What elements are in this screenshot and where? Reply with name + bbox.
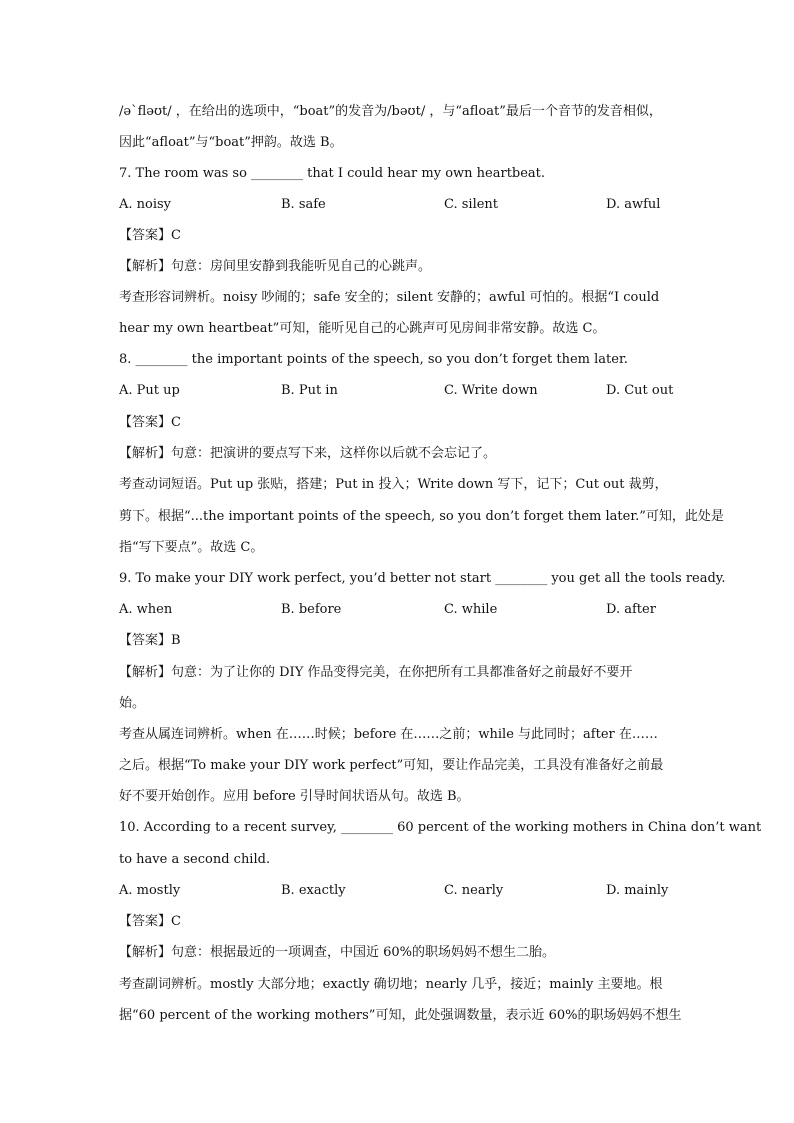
text-line: 考查副词辨析。mostly 大部分地；exactly 确切地；nearly 几乎，接近；mainly 主要地。根 (119, 977, 663, 992)
text-line: 据“60 percent of the working mothers”可知，此处强调数量，表示近 60%的职场妈妈不想生 (119, 1008, 682, 1023)
text-line: 好不要开始创作。应用 before 引导时间状语从句。故选 B。 (119, 789, 470, 804)
options-q10 (119, 881, 679, 901)
text-line: 剪下。根据“...the important points of the speech, so you don’t forget them later.”可知，此处是 (119, 509, 724, 524)
option-c: C. nearly (444, 883, 504, 898)
text-line: to have a second child. (119, 852, 271, 867)
answer-line: 【答案】C (119, 415, 181, 430)
answer-line: 【答案】C (119, 914, 181, 929)
analysis-line: 【解析】句意：把演讲的要点写下来，这样你以后就不会忘记了。 (119, 446, 497, 461)
text-line: 指“写下要点”。故选 C。 (119, 540, 264, 555)
text-line: 之后。根据“To make your DIY work perfect”可知，要让作品完美，工具没有准备好之前最 (119, 758, 664, 773)
option-a: A. noisy (119, 197, 172, 212)
analysis-line: 【解析】句意：根据最近的一项调查，中国近 60%的职场妈妈不想生二胎。 (119, 945, 556, 960)
options-q7 (119, 195, 679, 215)
text-line: 因此“afloat”与“boat”押韵。故选 B。 (119, 135, 343, 150)
answer-line: 【答案】B (119, 633, 181, 648)
option-d: D. awful (606, 197, 661, 212)
text-line: 考查形容词辨析。noisy 吵闹的；safe 安全的；silent 安静的；awful 可怕的。根据“I could (119, 290, 660, 305)
option-a: A. Put up (119, 383, 180, 398)
analysis-line: 【解析】句意：房间里安静到我能听见自己的心跳声。 (119, 259, 432, 274)
option-b: B. before (281, 602, 342, 617)
option-d: D. mainly (606, 883, 669, 898)
text-line: 考查从属连词辨析。when 在……时候；before 在……之前；while 与此同时；after 在…… (119, 727, 658, 742)
question-7: 7. The room was so ________ that I could hear my own heartbeat. (119, 166, 546, 181)
analysis-line: 【解析】句意：为了让你的 DIY 作品变得完美，在你把所有工具都准备好之前最好不要开 (119, 665, 633, 680)
option-c: C. while (444, 602, 498, 617)
option-d: D. Cut out (606, 383, 674, 398)
options-q8 (119, 381, 679, 401)
text-line: hear my own heartbeat”可知，能听见自己的心跳声可见房间非常安静。故选 C。 (119, 321, 606, 336)
option-b: B. safe (281, 197, 326, 212)
option-a: A. mostly (119, 883, 181, 898)
answer-line: 【答案】C (119, 228, 181, 243)
text-line: 考查动词短语。Put up 张贴，搭建；Put in 投入；Write down 写下，记下；Cut out 裁剪， (119, 477, 668, 492)
option-c: C. silent (444, 197, 499, 212)
question-10: 10. According to a recent survey, ________ 60 percent of the working mothers in China don’t want (119, 820, 762, 835)
question-9: 9. To make your DIY work perfect, you’d better not start ________ you get all the tools ready. (119, 571, 726, 586)
option-a: A. when (119, 602, 173, 617)
question-8: 8. ________ the important points of the speech, so you don’t forget them later. (119, 352, 628, 367)
option-b: B. Put in (281, 383, 338, 398)
option-d: D. after (606, 602, 656, 617)
option-c: C. Write down (444, 383, 538, 398)
text-line: /ə`fləʊt/ ，在给出的选项中，“boat”的发音为/bəʊt/ ，与“afloat”最后一个音节的发音相似， (119, 104, 662, 119)
text-line: 始。 (119, 696, 146, 711)
options-q9 (119, 600, 679, 620)
option-b: B. exactly (281, 883, 346, 898)
